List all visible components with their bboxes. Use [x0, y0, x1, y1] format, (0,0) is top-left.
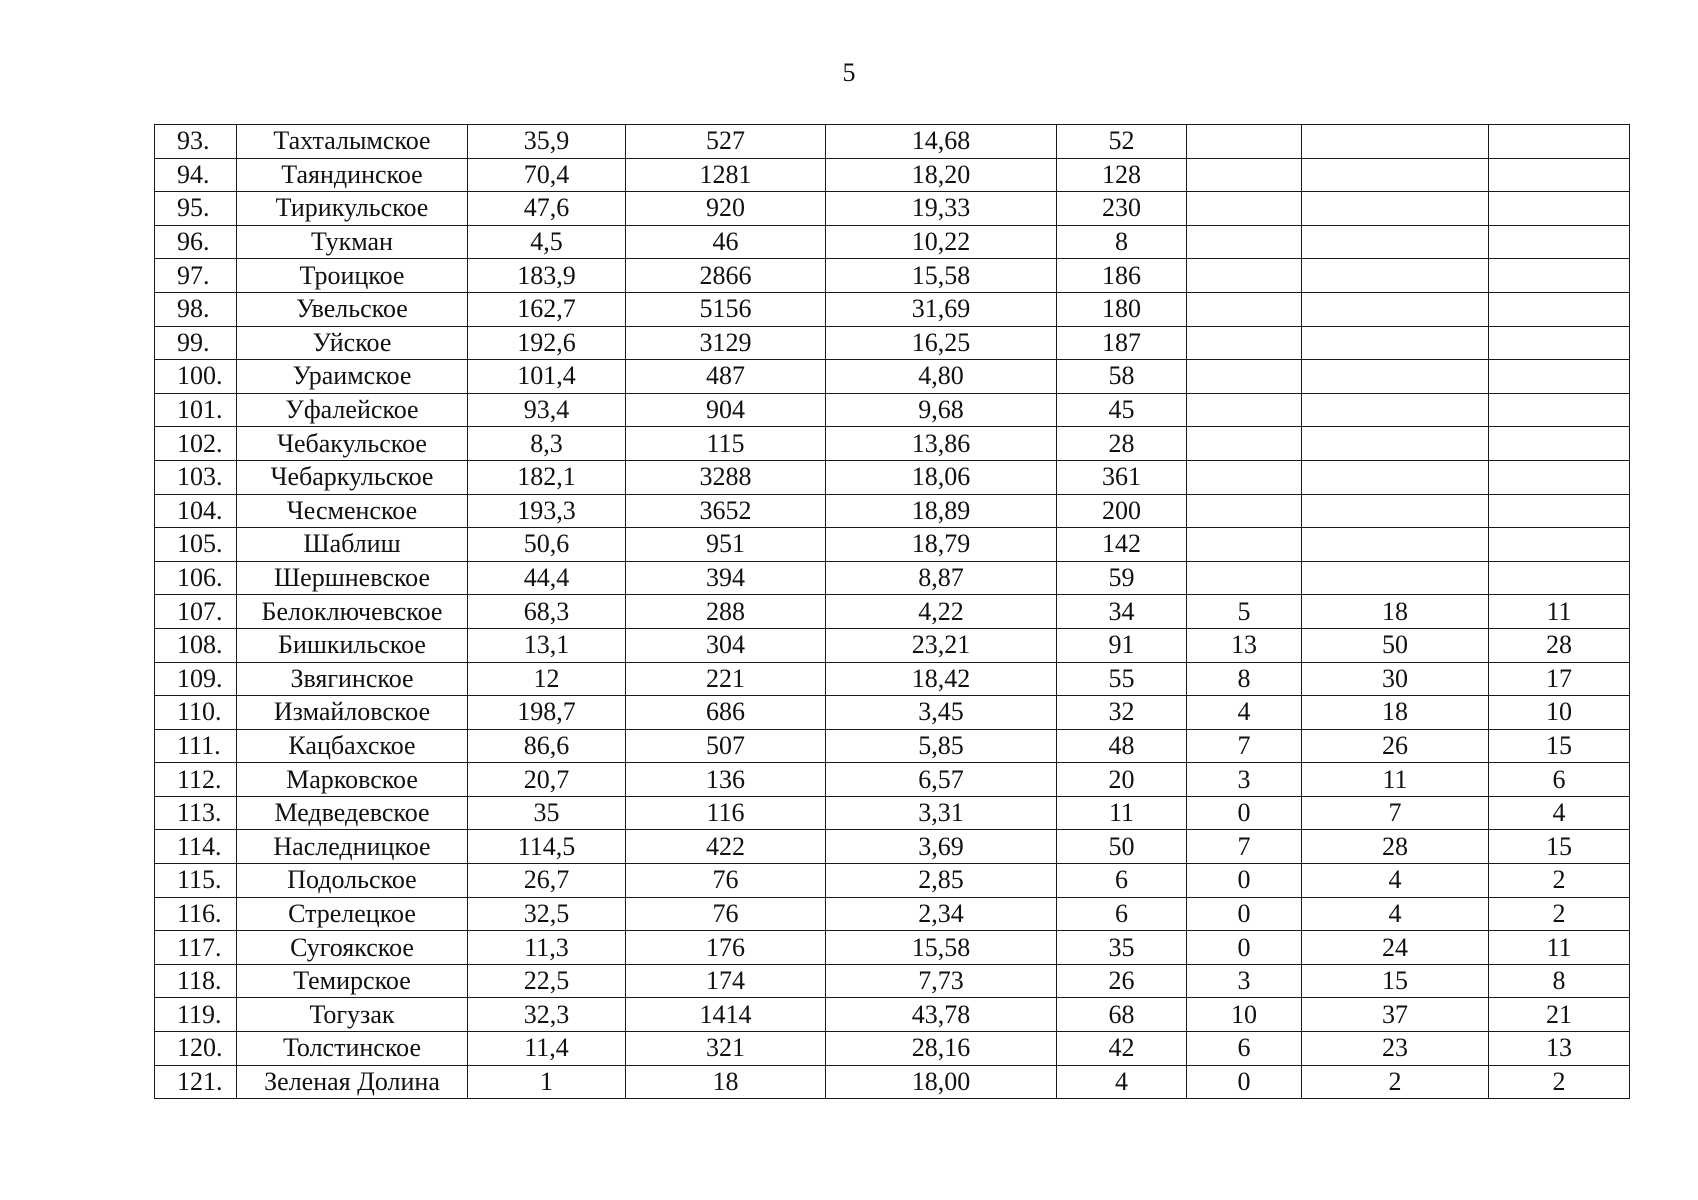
density-cell: 9,68: [826, 393, 1057, 427]
area-cell: 35,9: [468, 125, 626, 159]
area-cell: 70,4: [468, 158, 626, 192]
row-number-cell: 114.: [155, 830, 237, 864]
column-7-cell: [1187, 460, 1302, 494]
row-number-cell: 116.: [155, 897, 237, 931]
column-8-cell: 37: [1302, 998, 1489, 1032]
column-6-cell: 91: [1057, 628, 1187, 662]
column-6-cell: 26: [1057, 964, 1187, 998]
density-cell: 43,78: [826, 998, 1057, 1032]
column-7-cell: 0: [1187, 931, 1302, 965]
settlement-name-cell: Тахталымское: [237, 125, 468, 159]
population-cell: 116: [626, 796, 826, 830]
column-6-cell: 11: [1057, 796, 1187, 830]
population-cell: 115: [626, 427, 826, 461]
settlement-name-cell: Чебаркульское: [237, 460, 468, 494]
population-cell: 304: [626, 628, 826, 662]
settlement-name-cell: Таяндинское: [237, 158, 468, 192]
column-7-cell: 4: [1187, 696, 1302, 730]
settlement-name-cell: Зеленая Долина: [237, 1065, 468, 1099]
population-cell: 3288: [626, 460, 826, 494]
column-9-cell: [1489, 427, 1630, 461]
column-9-cell: 15: [1489, 830, 1630, 864]
density-cell: 6,57: [826, 763, 1057, 797]
column-6-cell: 68: [1057, 998, 1187, 1032]
column-8-cell: 26: [1302, 729, 1489, 763]
density-cell: 31,69: [826, 292, 1057, 326]
settlement-name-cell: Увельское: [237, 292, 468, 326]
column-8-cell: 15: [1302, 964, 1489, 998]
row-number-cell: 118.: [155, 964, 237, 998]
table-row: [155, 360, 1630, 394]
settlement-name-cell: Ураимское: [237, 360, 468, 394]
row-number-cell: 110.: [155, 696, 237, 730]
row-number-cell: 102.: [155, 427, 237, 461]
density-cell: 4,80: [826, 360, 1057, 394]
column-9-cell: [1489, 326, 1630, 360]
column-7-cell: 5: [1187, 595, 1302, 629]
column-8-cell: 4: [1302, 864, 1489, 898]
column-8-cell: 4: [1302, 897, 1489, 931]
column-6-cell: 186: [1057, 259, 1187, 293]
settlement-name-cell: Наследницкое: [237, 830, 468, 864]
column-8-cell: 24: [1302, 931, 1489, 965]
column-7-cell: [1187, 494, 1302, 528]
row-number-cell: 95.: [155, 192, 237, 226]
column-7-cell: [1187, 360, 1302, 394]
column-8-cell: [1302, 292, 1489, 326]
row-number-cell: 106.: [155, 561, 237, 595]
table-row: [155, 964, 1630, 998]
area-cell: 20,7: [468, 763, 626, 797]
column-8-cell: [1302, 494, 1489, 528]
column-6-cell: 50: [1057, 830, 1187, 864]
column-8-cell: 23: [1302, 1032, 1489, 1066]
area-cell: 11,3: [468, 931, 626, 965]
row-number-cell: 119.: [155, 998, 237, 1032]
area-cell: 44,4: [468, 561, 626, 595]
row-number-cell: 121.: [155, 1065, 237, 1099]
table-row: [155, 662, 1630, 696]
population-cell: 2866: [626, 259, 826, 293]
column-8-cell: [1302, 158, 1489, 192]
settlement-name-cell: Тирикульское: [237, 192, 468, 226]
settlement-name-cell: Подольское: [237, 864, 468, 898]
population-cell: 176: [626, 931, 826, 965]
column-8-cell: 30: [1302, 662, 1489, 696]
column-6-cell: 128: [1057, 158, 1187, 192]
column-8-cell: [1302, 192, 1489, 226]
density-cell: 7,73: [826, 964, 1057, 998]
row-number-cell: 109.: [155, 662, 237, 696]
column-6-cell: 20: [1057, 763, 1187, 797]
area-cell: 8,3: [468, 427, 626, 461]
area-cell: 13,1: [468, 628, 626, 662]
column-9-cell: 2: [1489, 864, 1630, 898]
row-number-cell: 99.: [155, 326, 237, 360]
column-8-cell: 50: [1302, 628, 1489, 662]
column-7-cell: [1187, 326, 1302, 360]
area-cell: 68,3: [468, 595, 626, 629]
row-number-cell: 101.: [155, 393, 237, 427]
column-6-cell: 32: [1057, 696, 1187, 730]
column-8-cell: 18: [1302, 696, 1489, 730]
settlement-name-cell: Шаблиш: [237, 528, 468, 562]
column-7-cell: [1187, 292, 1302, 326]
area-cell: 101,4: [468, 360, 626, 394]
column-9-cell: 6: [1489, 763, 1630, 797]
column-6-cell: 200: [1057, 494, 1187, 528]
column-7-cell: 7: [1187, 729, 1302, 763]
table-row: [155, 729, 1630, 763]
population-cell: 422: [626, 830, 826, 864]
column-6-cell: 180: [1057, 292, 1187, 326]
population-cell: 1281: [626, 158, 826, 192]
population-cell: 18: [626, 1065, 826, 1099]
settlement-name-cell: Марковское: [237, 763, 468, 797]
area-cell: 11,4: [468, 1032, 626, 1066]
population-cell: 3652: [626, 494, 826, 528]
column-7-cell: [1187, 561, 1302, 595]
density-cell: 2,34: [826, 897, 1057, 931]
area-cell: 193,3: [468, 494, 626, 528]
population-cell: 686: [626, 696, 826, 730]
population-cell: 288: [626, 595, 826, 629]
table-row: [155, 326, 1630, 360]
column-7-cell: 6: [1187, 1032, 1302, 1066]
population-cell: 3129: [626, 326, 826, 360]
density-cell: 3,69: [826, 830, 1057, 864]
area-cell: 26,7: [468, 864, 626, 898]
column-9-cell: [1489, 158, 1630, 192]
density-cell: 13,86: [826, 427, 1057, 461]
column-9-cell: [1489, 292, 1630, 326]
density-cell: 10,22: [826, 225, 1057, 259]
row-number-cell: 97.: [155, 259, 237, 293]
column-7-cell: 7: [1187, 830, 1302, 864]
population-cell: 221: [626, 662, 826, 696]
column-6-cell: 142: [1057, 528, 1187, 562]
density-cell: 19,33: [826, 192, 1057, 226]
density-cell: 15,58: [826, 931, 1057, 965]
column-6-cell: 52: [1057, 125, 1187, 159]
column-8-cell: [1302, 360, 1489, 394]
settlement-name-cell: Бишкильское: [237, 628, 468, 662]
row-number-cell: 98.: [155, 292, 237, 326]
column-9-cell: 11: [1489, 931, 1630, 965]
column-9-cell: 8: [1489, 964, 1630, 998]
column-9-cell: 21: [1489, 998, 1630, 1032]
density-cell: 23,21: [826, 628, 1057, 662]
column-6-cell: 59: [1057, 561, 1187, 595]
area-cell: 50,6: [468, 528, 626, 562]
column-7-cell: 0: [1187, 1065, 1302, 1099]
column-9-cell: [1489, 561, 1630, 595]
column-9-cell: 13: [1489, 1032, 1630, 1066]
area-cell: 86,6: [468, 729, 626, 763]
table-row: [155, 158, 1630, 192]
column-8-cell: [1302, 393, 1489, 427]
column-7-cell: [1187, 259, 1302, 293]
density-cell: 15,58: [826, 259, 1057, 293]
settlement-name-cell: Темирское: [237, 964, 468, 998]
table-body: [155, 125, 1630, 1099]
population-cell: 136: [626, 763, 826, 797]
column-6-cell: 4: [1057, 1065, 1187, 1099]
row-number-cell: 93.: [155, 125, 237, 159]
column-9-cell: 28: [1489, 628, 1630, 662]
column-7-cell: 0: [1187, 796, 1302, 830]
column-7-cell: [1187, 125, 1302, 159]
population-cell: 920: [626, 192, 826, 226]
column-9-cell: [1489, 192, 1630, 226]
area-cell: 192,6: [468, 326, 626, 360]
column-9-cell: [1489, 528, 1630, 562]
column-8-cell: 7: [1302, 796, 1489, 830]
settlement-name-cell: Уйское: [237, 326, 468, 360]
density-cell: 16,25: [826, 326, 1057, 360]
area-cell: 198,7: [468, 696, 626, 730]
settlement-name-cell: Троицкое: [237, 259, 468, 293]
row-number-cell: 115.: [155, 864, 237, 898]
column-8-cell: 18: [1302, 595, 1489, 629]
column-6-cell: 45: [1057, 393, 1187, 427]
area-cell: 32,3: [468, 998, 626, 1032]
column-9-cell: 2: [1489, 1065, 1630, 1099]
column-9-cell: 15: [1489, 729, 1630, 763]
area-cell: 93,4: [468, 393, 626, 427]
row-number-cell: 104.: [155, 494, 237, 528]
settlement-name-cell: Чебакульское: [237, 427, 468, 461]
population-cell: 46: [626, 225, 826, 259]
settlement-name-cell: Уфалейское: [237, 393, 468, 427]
settlement-name-cell: Толстинское: [237, 1032, 468, 1066]
area-cell: 35: [468, 796, 626, 830]
table-row: [155, 192, 1630, 226]
column-7-cell: [1187, 192, 1302, 226]
column-7-cell: 13: [1187, 628, 1302, 662]
column-9-cell: [1489, 494, 1630, 528]
column-9-cell: 11: [1489, 595, 1630, 629]
table-row: [155, 427, 1630, 461]
column-7-cell: 0: [1187, 897, 1302, 931]
column-9-cell: [1489, 460, 1630, 494]
population-cell: 527: [626, 125, 826, 159]
column-6-cell: 230: [1057, 192, 1187, 226]
settlement-name-cell: Звягинское: [237, 662, 468, 696]
column-7-cell: [1187, 393, 1302, 427]
settlement-name-cell: Медведевское: [237, 796, 468, 830]
row-number-cell: 103.: [155, 460, 237, 494]
column-8-cell: 2: [1302, 1065, 1489, 1099]
table-row: [155, 796, 1630, 830]
table-row: [155, 931, 1630, 965]
column-9-cell: [1489, 259, 1630, 293]
column-8-cell: 11: [1302, 763, 1489, 797]
density-cell: 8,87: [826, 561, 1057, 595]
population-cell: 76: [626, 897, 826, 931]
column-6-cell: 361: [1057, 460, 1187, 494]
column-9-cell: 17: [1489, 662, 1630, 696]
page-number: 5: [842, 58, 856, 87]
column-9-cell: [1489, 360, 1630, 394]
column-8-cell: [1302, 225, 1489, 259]
column-7-cell: [1187, 158, 1302, 192]
column-6-cell: 42: [1057, 1032, 1187, 1066]
column-7-cell: 0: [1187, 864, 1302, 898]
table-row: [155, 897, 1630, 931]
row-number-cell: 96.: [155, 225, 237, 259]
column-9-cell: 4: [1489, 796, 1630, 830]
row-number-cell: 100.: [155, 360, 237, 394]
area-cell: 182,1: [468, 460, 626, 494]
column-9-cell: 2: [1489, 897, 1630, 931]
column-9-cell: [1489, 225, 1630, 259]
table-row: [155, 763, 1630, 797]
density-cell: 4,22: [826, 595, 1057, 629]
data-table: [154, 124, 1630, 1099]
area-cell: 183,9: [468, 259, 626, 293]
density-cell: 5,85: [826, 729, 1057, 763]
table-row: [155, 830, 1630, 864]
density-cell: 14,68: [826, 125, 1057, 159]
column-7-cell: 10: [1187, 998, 1302, 1032]
population-cell: 1414: [626, 998, 826, 1032]
population-cell: 174: [626, 964, 826, 998]
population-cell: 76: [626, 864, 826, 898]
row-number-cell: 108.: [155, 628, 237, 662]
table-row: [155, 561, 1630, 595]
column-7-cell: [1187, 427, 1302, 461]
table-row: [155, 125, 1630, 159]
population-cell: 321: [626, 1032, 826, 1066]
column-7-cell: [1187, 528, 1302, 562]
settlement-name-cell: Шершневское: [237, 561, 468, 595]
density-cell: 3,31: [826, 796, 1057, 830]
column-6-cell: 28: [1057, 427, 1187, 461]
table-row: [155, 528, 1630, 562]
row-number-cell: 111.: [155, 729, 237, 763]
density-cell: 2,85: [826, 864, 1057, 898]
settlement-name-cell: Белоключевское: [237, 595, 468, 629]
table-row: [155, 696, 1630, 730]
column-9-cell: 10: [1489, 696, 1630, 730]
column-8-cell: [1302, 561, 1489, 595]
column-6-cell: 35: [1057, 931, 1187, 965]
row-number-cell: 94.: [155, 158, 237, 192]
column-6-cell: 8: [1057, 225, 1187, 259]
row-number-cell: 113.: [155, 796, 237, 830]
column-8-cell: 28: [1302, 830, 1489, 864]
density-cell: 18,42: [826, 662, 1057, 696]
table-row: [155, 864, 1630, 898]
population-cell: 394: [626, 561, 826, 595]
area-cell: 114,5: [468, 830, 626, 864]
population-cell: 951: [626, 528, 826, 562]
column-6-cell: 6: [1057, 897, 1187, 931]
column-8-cell: [1302, 460, 1489, 494]
column-8-cell: [1302, 326, 1489, 360]
area-cell: 162,7: [468, 292, 626, 326]
table-row: [155, 460, 1630, 494]
settlement-name-cell: Сугоякское: [237, 931, 468, 965]
row-number-cell: 120.: [155, 1032, 237, 1066]
table-row: [155, 1032, 1630, 1066]
column-8-cell: [1302, 528, 1489, 562]
row-number-cell: 112.: [155, 763, 237, 797]
settlement-name-cell: Кацбахское: [237, 729, 468, 763]
column-8-cell: [1302, 427, 1489, 461]
column-9-cell: [1489, 125, 1630, 159]
column-6-cell: 55: [1057, 662, 1187, 696]
table-row: [155, 628, 1630, 662]
area-cell: 22,5: [468, 964, 626, 998]
settlement-name-cell: Измайловское: [237, 696, 468, 730]
table-row: [155, 292, 1630, 326]
settlement-name-cell: Стрелецкое: [237, 897, 468, 931]
population-cell: 507: [626, 729, 826, 763]
area-cell: 1: [468, 1065, 626, 1099]
area-cell: 47,6: [468, 192, 626, 226]
density-cell: 18,00: [826, 1065, 1057, 1099]
column-7-cell: 3: [1187, 964, 1302, 998]
row-number-cell: 105.: [155, 528, 237, 562]
area-cell: 32,5: [468, 897, 626, 931]
table-row: [155, 1065, 1630, 1099]
area-cell: 12: [468, 662, 626, 696]
population-cell: 487: [626, 360, 826, 394]
density-cell: 18,89: [826, 494, 1057, 528]
table-row: [155, 998, 1630, 1032]
column-7-cell: 3: [1187, 763, 1302, 797]
settlement-name-cell: Тукман: [237, 225, 468, 259]
column-8-cell: [1302, 259, 1489, 293]
table-row: [155, 259, 1630, 293]
table-row: [155, 225, 1630, 259]
density-cell: 18,06: [826, 460, 1057, 494]
density-cell: 18,20: [826, 158, 1057, 192]
column-6-cell: 34: [1057, 595, 1187, 629]
column-6-cell: 48: [1057, 729, 1187, 763]
density-cell: 18,79: [826, 528, 1057, 562]
column-7-cell: 8: [1187, 662, 1302, 696]
column-6-cell: 58: [1057, 360, 1187, 394]
column-9-cell: [1489, 393, 1630, 427]
column-6-cell: 187: [1057, 326, 1187, 360]
row-number-cell: 107.: [155, 595, 237, 629]
column-8-cell: [1302, 125, 1489, 159]
settlement-name-cell: Чесменское: [237, 494, 468, 528]
column-7-cell: [1187, 225, 1302, 259]
population-cell: 5156: [626, 292, 826, 326]
population-cell: 904: [626, 393, 826, 427]
table-row: [155, 595, 1630, 629]
density-cell: 28,16: [826, 1032, 1057, 1066]
table-row: [155, 393, 1630, 427]
area-cell: 4,5: [468, 225, 626, 259]
density-cell: 3,45: [826, 696, 1057, 730]
settlement-name-cell: Тогузак: [237, 998, 468, 1032]
row-number-cell: 117.: [155, 931, 237, 965]
table-row: [155, 494, 1630, 528]
column-6-cell: 6: [1057, 864, 1187, 898]
